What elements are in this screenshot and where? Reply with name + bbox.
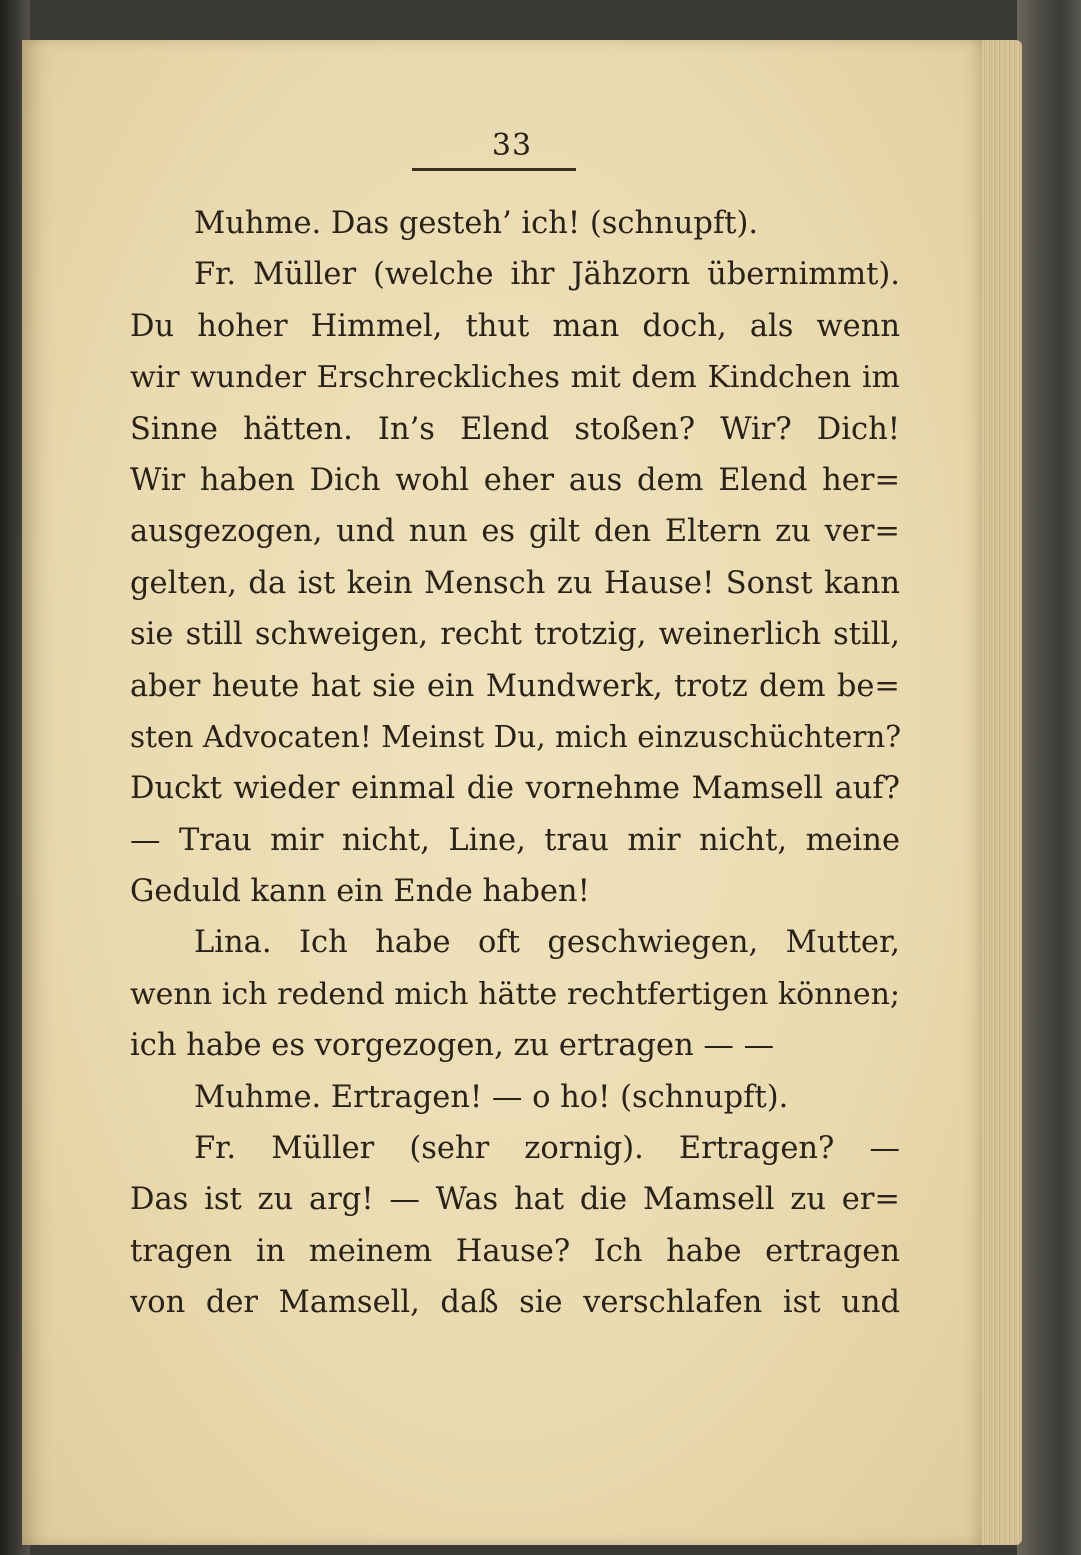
text-line: Fr. Müller (welche ihr Jähzorn übernimmt). [194,257,900,293]
text-line: Geduld kann ein Ende haben! [130,874,590,910]
text-line: aber heute hat sie ein Mundwerk, trotz dem be= [130,668,900,704]
text-line: wenn ich redend mich hätte rechtfertigen können; [130,976,900,1012]
book-page [22,40,982,1545]
text-line: — Trau mir nicht, Line, trau mir nicht, meine [130,822,900,858]
page-text [130,198,900,1329]
text-line: sten Advocaten! Meinst Du, mich einzuschüchtern? [130,719,902,754]
text-line: wir wunder Erschreckliches mit dem Kindchen im [130,360,900,396]
text-line: Du hoher Himmel, thut man doch, als wenn [130,308,900,344]
text-line: gelten, da ist kein Mensch zu Hause! Sonst kann [130,565,900,601]
text-line: Muhme. Das gesteh’ ich! (schnupft). [194,206,759,241]
right-book-cover [1017,0,1081,1555]
text-line: tragen in meinem Hause? Ich habe ertragen [130,1233,900,1269]
text-line: Muhme. Ertragen! — o ho! (schnupft). [194,1079,789,1115]
text-line: Lina. Ich habe oft geschwiegen, Mutter, [194,925,900,961]
text-line: sie still schweigen, recht trotzig, weinerlich still, [130,617,900,653]
text-line: Duckt wieder einmal die vornehme Mamsell auf? [130,771,900,807]
text-line: Fr. Müller (sehr zornig). Ertragen? — [194,1131,900,1167]
text-line: ich habe es vorgezogen, zu ertragen — — [130,1028,775,1064]
text-line: ausgezogen, und nun es gilt den Eltern zu ver= [130,514,900,550]
text-line: Sinne hätten. In’s Elend stoßen? Wir? Dich! [130,411,900,447]
text-line: Wir haben Dich wohl eher aus dem Elend her= [130,462,900,498]
page-number: 33 [491,128,533,163]
header-rule [412,168,576,171]
text-line: von der Mamsell, daß sie verschlafen ist und [130,1285,900,1321]
text-line: Das ist zu arg! — Was hat die Mamsell zu er= [130,1182,900,1218]
